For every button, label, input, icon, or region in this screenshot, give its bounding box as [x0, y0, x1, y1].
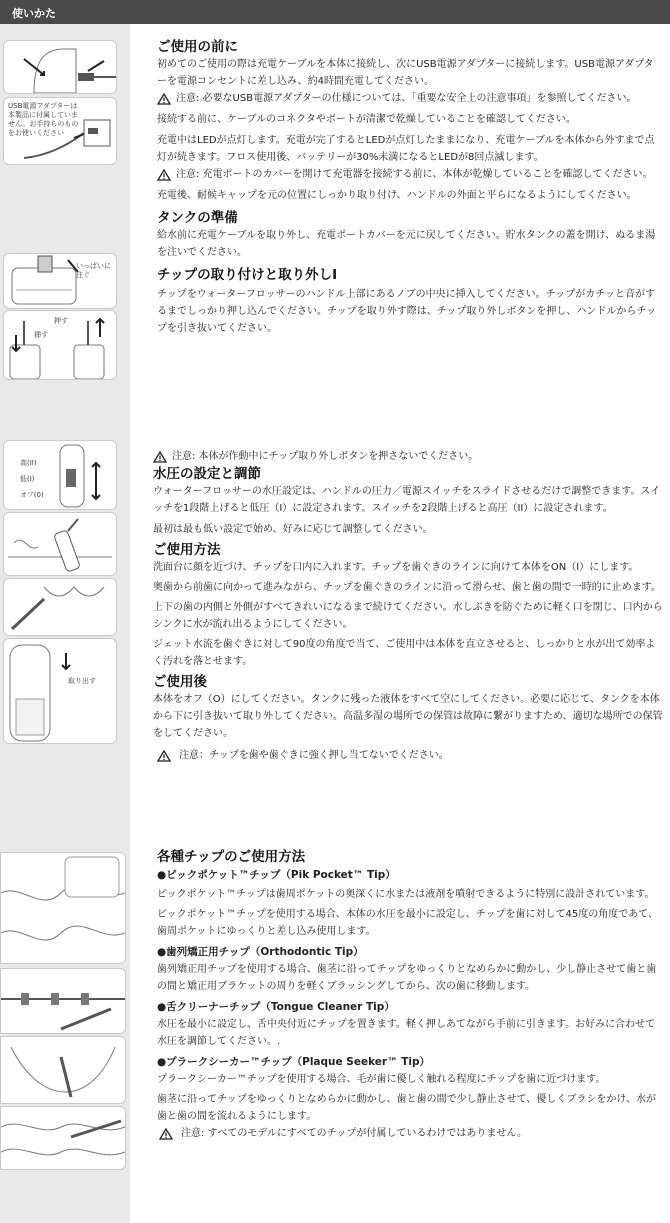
low-setting-label: 低(I) — [20, 475, 35, 483]
section-title: タンクの準備 — [157, 210, 238, 226]
push-label: 押す — [54, 317, 68, 325]
warning-icon — [153, 451, 167, 463]
illustration-fill-tank — [3, 253, 117, 309]
caution-text: 注意: すべてのモデルにすべてのチップが付属しているわけではありません。 — [181, 1128, 527, 1139]
section-title: 各種チップのご使用方法 — [157, 849, 306, 865]
section-header-title: 使いかた — [12, 7, 56, 20]
illustration-orthodontic — [0, 968, 126, 1034]
warning-icon — [157, 750, 171, 762]
paragraph: ジェット水流を歯ぐきに対して90度の角度で当て、ご使用中は本体を直立させると、しっかりと水が出て効率よく汚れを落とせます。 — [153, 639, 656, 667]
illustration-plaque-seeker — [0, 1106, 126, 1170]
tip-heading-pik-pocket: ●ピックポケット™チップ（Pik Pocket™ Tip） — [157, 869, 396, 881]
caution-text: 注意: 必要なUSB電源アダプターの仕様については、「重要な安全上の注意事項」を参照してください。 — [176, 93, 637, 104]
illustration-sink-usage — [3, 512, 117, 576]
paragraph: 本体をオフ（O）にしてください。タンクに残った液体をすべて空にしてください。必要に応じて、タンクを本体から下に引き抜いて取り外してください。高温多湿の場所での保管は故障に繋がりますため、適切な場所での保管をしてください。 — [153, 694, 663, 739]
paragraph: 上下の歯の内側と外側がすべてきれいになるまで続けてください。水しぶきを防ぐために軽く口を閉じ、口内からシンクに水が流れ出るようにしてください。 — [153, 602, 663, 630]
paragraph: 水圧を最小に設定し、舌中央付近にチップを置きます。軽く押しあてながら手前に引きます。お好みに合わせて水圧を調節してください。. — [157, 1019, 656, 1047]
paragraph: 洗面台に顔を近づけ、チップを口内に入れます。チップを歯ぐきのラインに向けて本体をON（I）にします。 — [153, 562, 639, 573]
caution — [157, 166, 662, 183]
caution — [157, 90, 662, 107]
paragraph: 最初は最も低い設定で始め、好みに応じて調整してください。 — [153, 524, 433, 535]
illustration-usb-adapter — [3, 97, 117, 165]
paragraph: 歯列矯正用チップを使用する場合、歯茎に沿ってチップをゆっくりとなめらかに動かし、少し静止させて歯と歯の間と矯正用ブラケットの周りを軽くブラッシングしてから、次の歯に移動します。 — [157, 964, 657, 992]
paragraph: 初めてのご使用の際は充電ケーブルを本体に接続し、次にUSB電源アダプターに接続します。USB電源アダプターを電源コンセントに差し込み、約4時間充電してください。 — [157, 59, 654, 87]
caution-text: 注意: 本体が作動中にチップ取り外しボタンを押さないでください。 — [172, 451, 479, 462]
illustration-tip-angle — [3, 578, 117, 636]
illustration-charging-cable — [3, 40, 117, 94]
paragraph: ウォーターフロッサーの水圧設定は、ハンドルの圧力／電源スイッチをスライドさせるだけで調整できます。スイッチを1段階上げると低圧（I）に設定されます。スイッチを2段階上げると高圧（II）に設定されます。 — [153, 486, 661, 514]
tip-heading-tongue: ●舌クリーナーチップ（Tongue Cleaner Tip） — [157, 1001, 395, 1013]
tip-heading-plaque-seeker: ●プラークシーカー™チップ（Plaque Seeker™ Tip） — [157, 1056, 431, 1068]
paragraph: チップをウォーターフロッサーのハンドル上部にあるノブの中央に挿入してください。チップがカチッと音がするまでしっかり押し込んでください。チップを取り外す際は、チップ取り外しボタンを押し、ハンドルからチップを引き抜いてください。 — [157, 289, 657, 334]
remove-label: 取り出す — [68, 677, 96, 685]
paragraph: ピックポケット™チップは歯周ポケットの奥深くに水または液剤を噴射できるように特別に設計されています。 — [157, 889, 655, 900]
insert-label: 挿す — [34, 331, 48, 339]
paragraph: プラークシーカー™チップを使用する場合、毛が歯に優しく触れる程度にチップを歯に近づけます。 — [157, 1074, 606, 1085]
paragraph: 充電後、耐候キャップを元の位置にしっかり取り付け、ハンドルの外面と平らになるようにしてください。 — [157, 190, 637, 201]
caution — [153, 747, 665, 764]
section-title: チップの取り付けと取り外しI — [157, 267, 338, 283]
paragraph: 奥歯から前歯に向かって進みながら、チップを歯ぐきのラインに沿って滑らせ、歯と歯の間で一時的に止めます。 — [153, 582, 661, 593]
caution-text: 注意：チップを歯や歯ぐきに強く押し当てないでください。 — [179, 750, 449, 761]
warning-icon — [157, 93, 171, 105]
caution — [153, 448, 665, 465]
section-tips — [157, 848, 662, 1142]
section-title: ご使用後 — [153, 674, 207, 690]
section-pressure-usage — [153, 448, 665, 764]
paragraph: 接続する前に、ケーブルのコネクタやポートが清潔で乾燥していることを確認してください。 — [157, 114, 576, 125]
paragraph: 歯茎に沿ってチップをゆっくりとなめらかに動かし、歯と歯の間で少し静止させて、優しくブラシをかけ、水が歯と歯の間を流れるようにします。 — [157, 1094, 656, 1122]
illustration-pressure-switch — [3, 440, 117, 510]
section-title: 水圧の設定と調節 — [153, 466, 261, 482]
warning-icon — [157, 169, 171, 181]
illustration-remove-tank — [3, 638, 117, 744]
section-title: ご使用方法 — [153, 542, 221, 558]
warning-icon — [159, 1128, 173, 1140]
section-title: ご使用の前に — [157, 39, 238, 55]
illustration-pik-pocket — [0, 852, 126, 964]
caution-text: 注意: 充電ポートのカバーを開けて充電器を接続する前に、本体が乾燥していることを確認してください。 — [176, 169, 653, 180]
paragraph: 充電中はLEDが点灯します。充電が完了するとLEDが点灯したままになり、充電ケーブルを本体から外すまで点灯が続きます。フロス使用後、バッテリーが30%未満になるとLEDが8回点滅します。 — [157, 135, 655, 163]
usb-adapter-note: USB電源アダプターは本製品に付属していません。お手持ちのものをお使いください — [8, 102, 79, 137]
caution — [157, 1125, 662, 1142]
fill-label: いっぱいに注ぐ — [76, 262, 111, 279]
section-header — [0, 0, 670, 24]
tip-heading-orthodontic: ●歯列矯正用チップ（Orthodontic Tip） — [157, 946, 364, 958]
paragraph: ピックポケット™チップを使用する場合、本体の水圧を最小に設定し、チップを歯に対して45度の角度であて、歯周ポケットにゆっくりと差し込み使用します。 — [157, 909, 659, 937]
section-before-use — [157, 38, 662, 337]
off-setting-label: オフ(0) — [20, 491, 44, 499]
illustration-tongue — [0, 1036, 126, 1104]
paragraph: 給水前に充電ケーブルを取り外し、充電ポートカバーを元に戻してください。貯水タンクの蓋を開け、ぬるま湯を注いでください。 — [157, 230, 656, 258]
illustration-insert-tip — [3, 310, 117, 380]
high-setting-label: 高(II) — [20, 459, 37, 467]
